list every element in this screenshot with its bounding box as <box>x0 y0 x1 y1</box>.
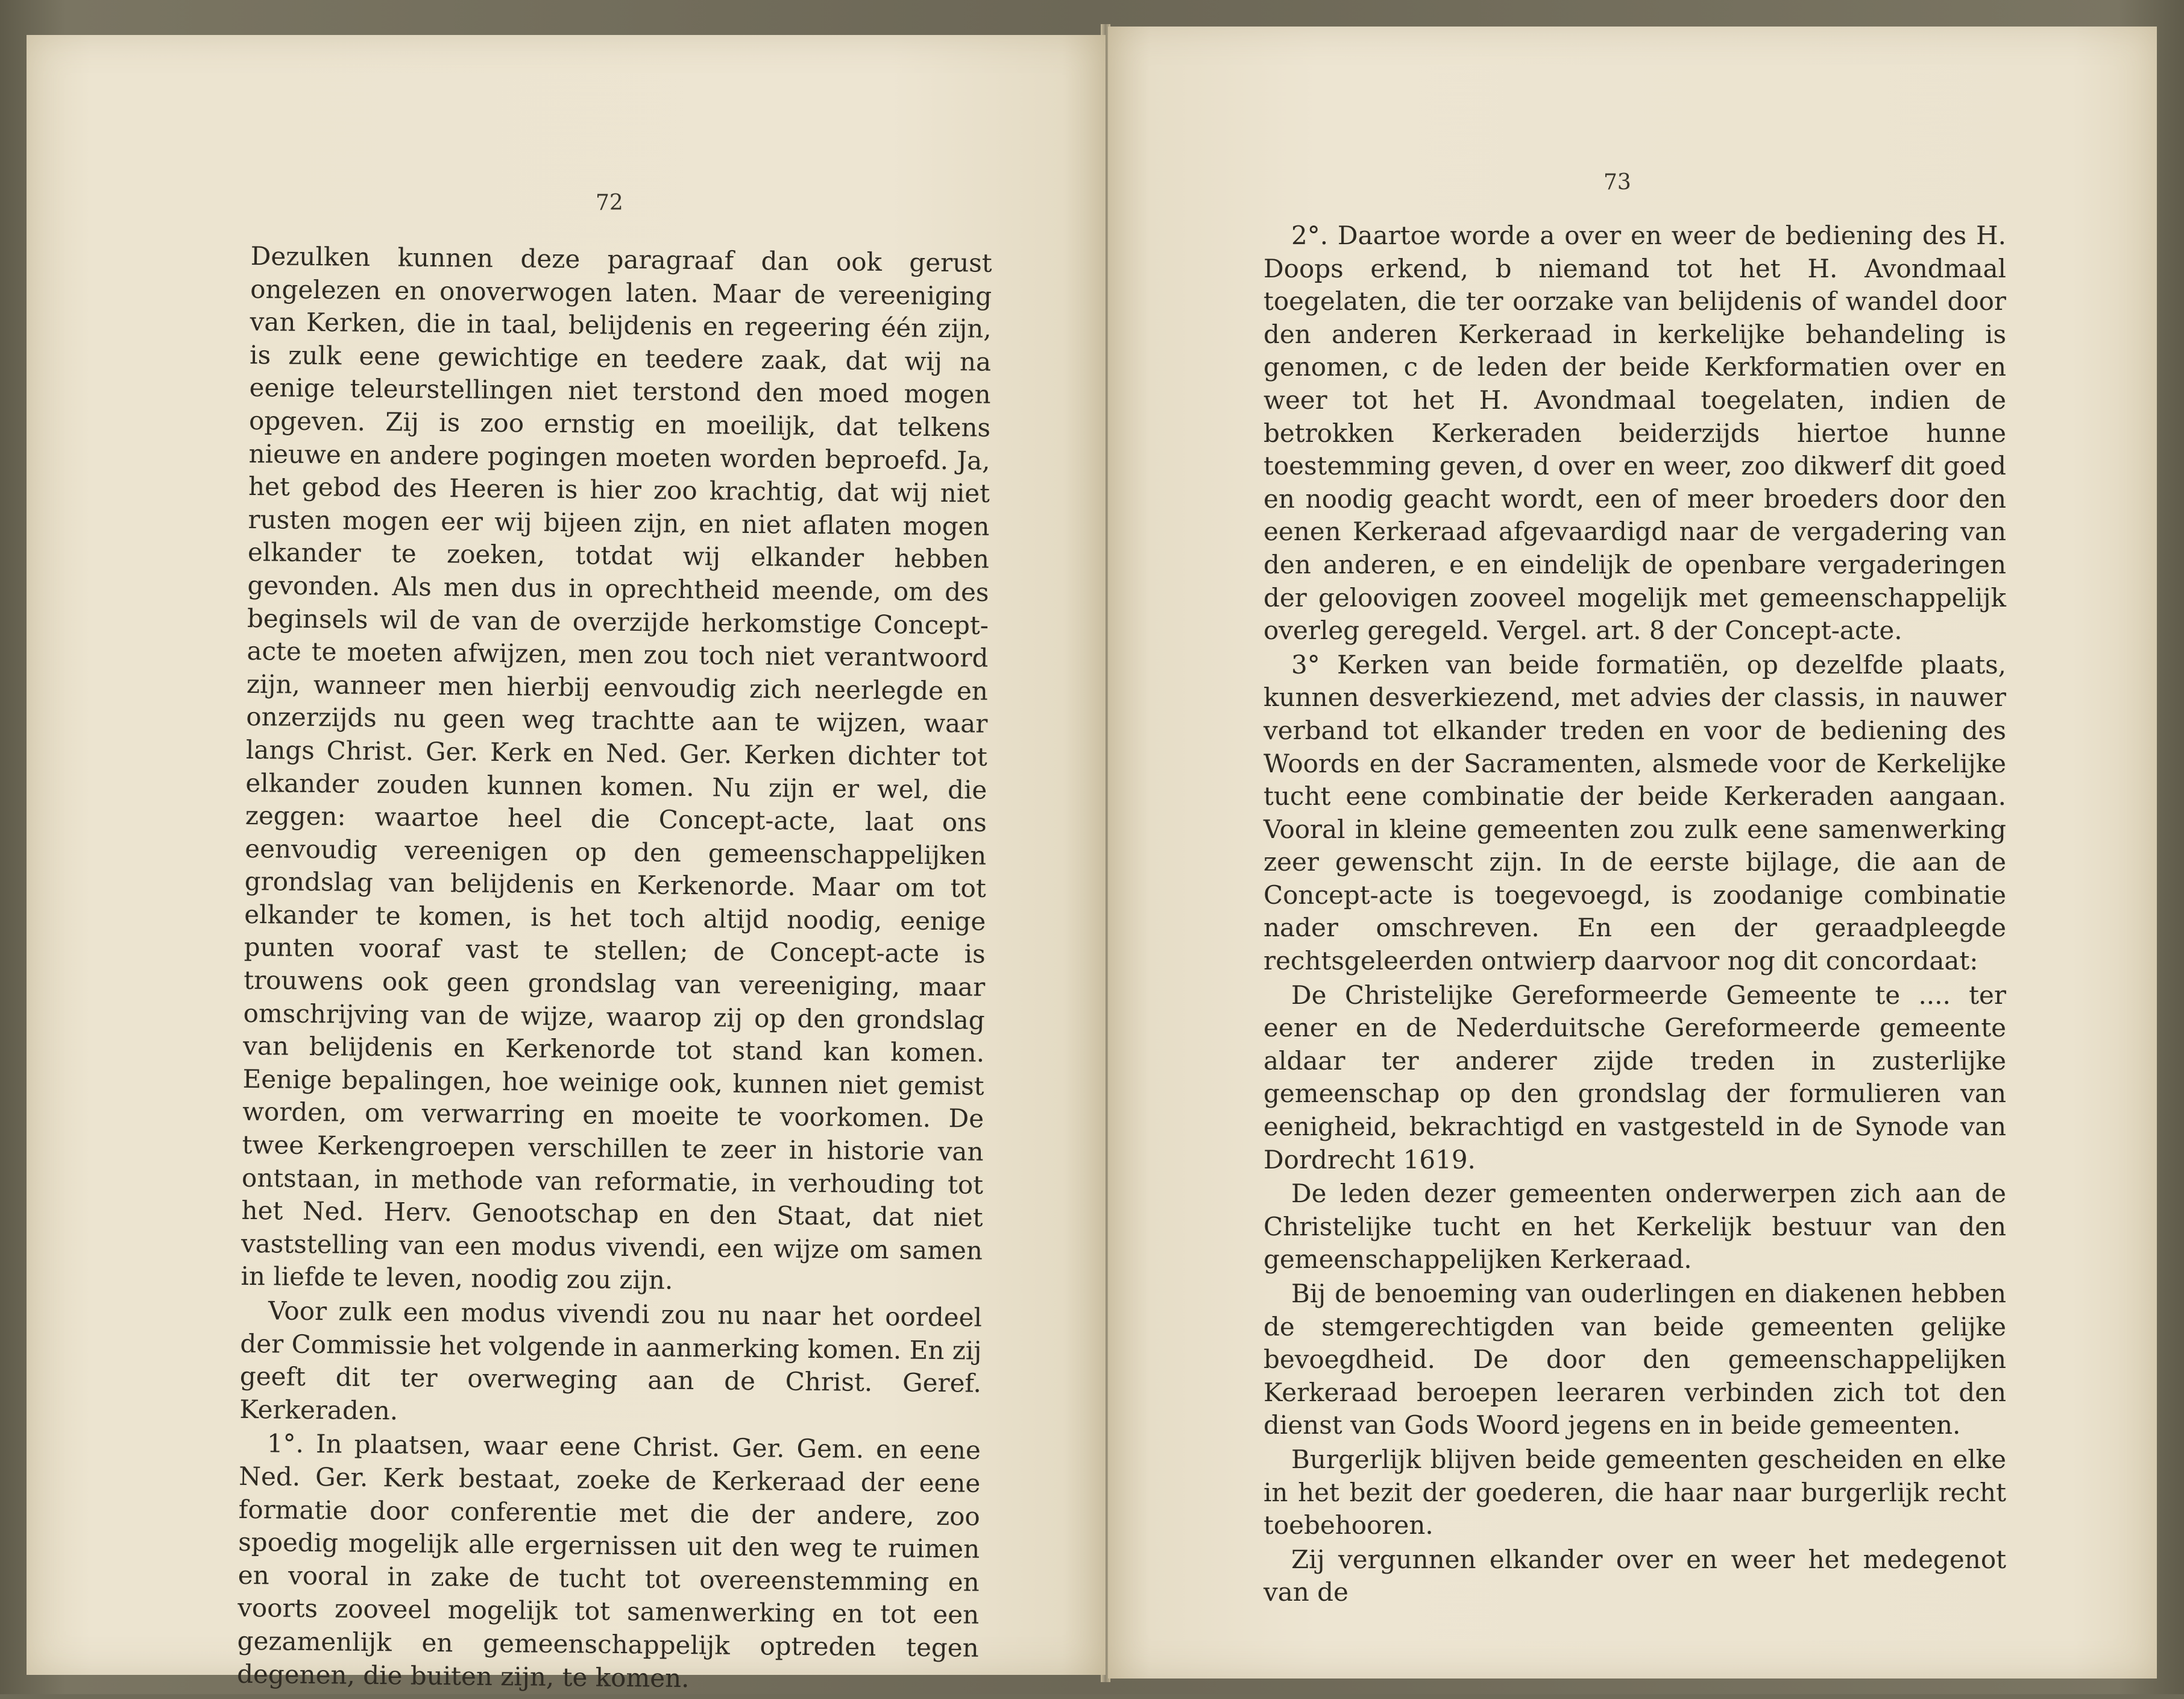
paragraph: Burgerlijk blijven beide gemeenten gescheiden en elke in het bezit der goederen, die haar naar burgerlijk recht toebehooren. <box>1264 1444 2006 1540</box>
paragraph: Voor zulk een modus vivendi zou nu naar het oordeel der Commissie het volgende in aanmerking komen. En zij geeft dit ter overweging aan de Christ. Geref. Kerkeraden. <box>239 1296 983 1426</box>
right-page <box>1108 27 2157 1679</box>
paragraph: De Christelijke Gereformeerde Gemeente te .... ter eener en de Nederduitsche Gereformeerde gemeente aldaar ter anderer zijde treden in zusterlijke gemeenschap op den grondslag der formulieren van eenigheid, bekrachtigd en vastgesteld in de Synode van Dordrecht 1619. <box>1264 980 2006 1174</box>
left-page <box>27 35 1106 1693</box>
left-page-text <box>237 240 992 1699</box>
paragraph: 2°. Daartoe worde a over en weer de bediening des H. Doops erkend, b niemand tot het H. Avondmaal toegelaten, die ter oorzake van belijdenis of wandel door den anderen Kerkeraad in kerkelijke behandeling is genomen, c de leden der beide Kerkformatien over en weer tot het H. Avondmaal toegelaten, indien de betrokken Kerkeraden beiderzijds hiertoe hunne toestemming geven, d over en weer, zoo dikwerf dit goed en noodig geacht wordt, een of meer broeders door den eenen Kerkeraad afgevaardigd naar de vergadering van den anderen, e en eindelijk de openbare vergaderingen der geloovigen zooveel mogelijk met gemeenschappelijk overleg geregeld. Vergel. art. 8 der Concept-acte. <box>1264 221 2006 646</box>
paragraph: 3° Kerken van beide formatiën, op dezelfde plaats, kunnen desverkiezend, met advies der classis, in nauwer verband tot elkander treden en voor de bediening des Woords en der Sacramenten, alsmede voor de Kerkelijke tucht eene combinatie der beide Kerkeraden aangaan. Vooral in kleine gemeenten zou zulk eene samenwerking zeer gewenscht zijn. In de eerste bijlage, die aan de Concept-acte is toegevoegd, is zoodanige combinatie nader omschreven. En een der geraadpleegde rechtsgeleerden ontwierp daarvoor nog dit concordaat: <box>1264 649 2006 976</box>
paragraph: De leden dezer gemeenten onderwerpen zich aan de Christelijke tucht en het Kerkelijk bestuur van den gemeenschappelijken Kerkeraad. <box>1264 1179 2006 1275</box>
paragraph: Zij vergunnen elkander over en weer het medegenot van de <box>1264 1544 2006 1607</box>
right-page-text <box>1264 219 2006 1610</box>
page-number: 73 <box>1603 170 1631 195</box>
paragraph: Bij de benoeming van ouderlingen en diakenen hebben de stemgerechtigden van beide gemeenten gelijke bevoegdheid. De door den gemeenschappelijken Kerkeraad beroepen leeraren verbinden zich tot den dienst van Gods Woord jegens en in beide gemeenten. <box>1264 1279 2006 1440</box>
paragraph: 1°. In plaatsen, waar eene Christ. Ger. Gem. en eene Ned. Ger. Kerk bestaat, zoeke de Kerkeraad der eene formatie door conferentie met die der andere, zoo spoedig mogelijk alle ergernissen uit den weg te ruimen en vooral in zake de tucht tot overeenstemming en voorts zooveel mogelijk tot samenwerking en tot een gezamenlijk en gemeenschappelijk optreden tegen degenen, die buiten zijn, te komen. <box>236 1428 981 1693</box>
paragraph: Dezulken kunnen deze paragraaf dan ook gerust ongelezen en onoverwogen laten. Maar de vereeniging van Kerken, die in taal, belijdenis en regeering één zijn, is zulk eene gewichtige en teedere zaak, dat wij na eenige teleurstellingen niet terstond den moed mogen opgeven. Zij is zoo ernstig en moeilijk, dat telkens nieuwe en andere pogingen moeten worden beproefd. Ja, het gebod des Heeren is hier zoo krachtig, dat wij niet rusten mogen eer wij bijeen zijn, en niet aflaten mogen elkander te zoeken, totdat wij elkander hebben gevonden. Als men dus in oprechtheid meende, om des beginsels wil de van de overzijde herkomstige Concept-acte te moeten afwijzen, men zou toch niet verantwoord zijn, wanneer men hierbij eenvoudig zich neerlegde en onzerzijds nu geen weg trachtte aan te wijzen, waar langs Christ. Ger. Kerk en Ned. Ger. Kerken dichter tot elkander zouden kunnen komen. Nu zijn er wel, die zeggen: waartoe heel die Concept-acte, laat ons eenvoudig vereenigen op den gemeenschappelijken grondslag van belijdenis en Kerkenorde. Maar om tot elkander te komen, is het toch altijd noodig, eenige punten vooraf vast te stellen; de Concept-acte is trouwens ook geen grondslag van vereeniging, maar omschrijving van de wijze, waarop zij op den grondslag van belijdenis en Kerkenorde tot stand kan komen. Eenige bepalingen, hoe weinige ook, kunnen niet gemist worden, om verwarring en moeite te voorkomen. De twee Kerkengroepen verschillen te zeer in historie van ontstaan, in methode van reformatie, in verhouding tot het Ned. Herv. Genootschap en den Staat, dat niet vaststelling van een modus vivendi, een wijze om samen in liefde te leven, noodig zou zijn. <box>241 241 992 1296</box>
page-number: 72 <box>596 191 623 215</box>
